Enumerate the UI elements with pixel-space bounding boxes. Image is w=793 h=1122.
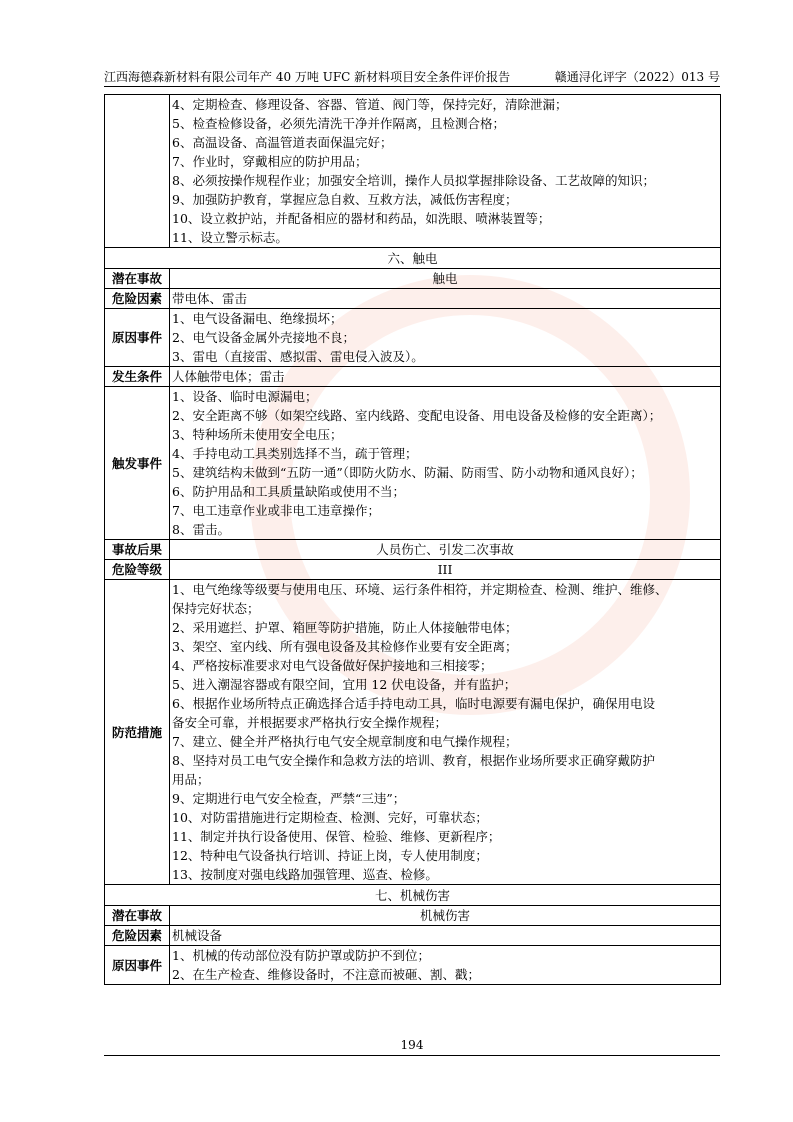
- trigger-events-cell: [170, 387, 721, 540]
- section-title: 七、机械伤害: [105, 885, 721, 906]
- list-item: 7、作业时，穿戴相应的防护用品；: [172, 154, 368, 169]
- list-item: 2、电气设备金属外壳接地不良；: [172, 330, 355, 345]
- table-row: [105, 906, 721, 926]
- table-row: [105, 269, 721, 289]
- list-item: 7、电工违章作业或非电工违章操作；: [172, 503, 380, 518]
- page-footer: [104, 1035, 720, 1056]
- list-item: 5、检查检修设备，必须先清洗干净并作隔离，且检测合格；: [172, 116, 505, 131]
- list-item: 10、对防雷措施进行定期检查、检测、完好，可靠状态；: [172, 810, 488, 825]
- list-item: 6、根据作业场所特点正确选择合适手持电动工具，临时电源要有漏电保护，确保用电设: [172, 696, 655, 711]
- list-item: 1、机械的传动部位没有防护罩或防护不到位；: [172, 948, 430, 963]
- list-item: 7、建立、健全并严格执行电气安全规章制度和电气操作规程；: [172, 734, 518, 749]
- row-label: 发生条件: [105, 367, 170, 387]
- row-label: 危险因素: [105, 289, 170, 309]
- list-item: 2、安全距离不够（如架空线路、室内线路、变配电设备、用电设备及检修的安全距离）；: [172, 408, 662, 423]
- list-item: 用品；: [172, 772, 210, 787]
- row-label: 潜在事故: [105, 906, 170, 926]
- row-label: 事故后果: [105, 540, 170, 560]
- list-item: 3、特种场所未使用安全电压；: [172, 427, 343, 442]
- preventive-measures-cell: [170, 580, 721, 885]
- row-label: 危险因素: [105, 926, 170, 946]
- hazard-factor-value: 带电体、雷击: [170, 289, 721, 309]
- list-item: 12、特种电气设备执行培训、持证上岗，专人使用制度；: [172, 848, 488, 863]
- list-item: 4、严格按标准要求对电气设备做好保护接地和三相接零；: [172, 658, 493, 673]
- table-row: [105, 540, 721, 560]
- list-item: 11、制定并执行设备使用、保管、检验、维修、更新程序；: [172, 829, 501, 844]
- potential-accident-value: 触电: [170, 269, 721, 289]
- potential-accident-value: 机械伤害: [170, 906, 721, 926]
- list-item: 3、雷电（直接雷、感拟雷、雷电侵入波及）。: [172, 349, 424, 364]
- list-item: 9、加强防护教育，掌握应急自救、互救方法，减低伤害程度；: [172, 192, 518, 207]
- table-row: [105, 560, 721, 580]
- list-item: 5、进入潮湿容器或有限空间，宜用 12 伏电设备，并有监护；: [172, 677, 517, 692]
- list-item: 2、在生产检查、维修设备时，不注意而被砸、割、戳；: [172, 967, 480, 982]
- table-row: [105, 367, 721, 387]
- table-row: [105, 289, 721, 309]
- cause-events-cell: [170, 309, 721, 367]
- list-item: 2、采用遮拦、护罩、箱匣等防护措施，防止人体接触带电体；: [172, 620, 518, 635]
- list-item: 保持完好状态；: [172, 601, 260, 616]
- list-item: 3、架空、室内线、所有强电设备及其检修作业要有安全距离；: [172, 639, 518, 654]
- list-item: 1、电气设备漏电、绝缘损坏；: [172, 311, 343, 326]
- table-row: [105, 926, 721, 946]
- row-label: 防范措施: [105, 580, 170, 885]
- table-row: [105, 95, 721, 248]
- page-number: 194: [400, 1038, 424, 1052]
- condition-value: 人体触带电体；雷击: [170, 367, 721, 387]
- list-item: 13、按制度对强电线路加强管理、巡查、检修。: [172, 867, 438, 882]
- list-item: 4、定期检查、修理设备、容器、管道、阀门等，保持完好，清除泄漏；: [172, 97, 568, 112]
- list-item: 10、设立救护站，并配备相应的器材和药品，如洗眼、喷淋装置等；: [172, 211, 551, 226]
- header-report-title: 江西海德森新材料有限公司年产 40 万吨 UFC 新材料项目安全条件评价报告: [104, 70, 511, 84]
- header-report-number: 赣通浔化评字（2022）013 号: [554, 70, 720, 84]
- table-row: [105, 387, 721, 540]
- table-row: [105, 248, 721, 269]
- table-row: [105, 580, 721, 885]
- list-item: 1、设备、临时电源漏电；: [172, 389, 318, 404]
- list-item: 6、防护用品和工具质量缺陷或使用不当；: [172, 484, 405, 499]
- consequence-value: 人员伤亡、引发二次事故: [170, 540, 721, 560]
- list-item: 8、必须按操作规程作业；加强安全培训，操作人员拟掌握排除设备、工艺故障的知识；: [172, 173, 655, 188]
- row-label: 危险等级: [105, 560, 170, 580]
- cause-events-cell: [170, 946, 721, 985]
- list-item: 11、设立警示标志。: [172, 230, 288, 245]
- table-row: [105, 946, 721, 985]
- risk-level-value: III: [170, 560, 721, 580]
- page-header: [104, 68, 720, 87]
- hazard-factor-value: 机械设备: [170, 926, 721, 946]
- row-label: 原因事件: [105, 309, 170, 367]
- list-item: 6、高温设备、高温管道表面保温完好；: [172, 135, 393, 150]
- list-item: 4、手持电动工具类别选择不当，疏于管理；: [172, 446, 418, 461]
- list-item: 8、雷击。: [172, 522, 230, 537]
- table-row: [105, 885, 721, 906]
- list-item: 备安全可靠，并根据要求严格执行安全操作规程；: [172, 715, 448, 730]
- hazard-analysis-table: [104, 94, 721, 985]
- row-label: 潜在事故: [105, 269, 170, 289]
- table-row: [105, 309, 721, 367]
- row-label: 触发事件: [105, 387, 170, 540]
- list-item: 1、电气绝缘等级要与使用电压、环境、运行条件相符，并定期检查、检测、维护、维修、: [172, 582, 668, 597]
- list-item: 5、建筑结构未做到“五防一通”（即防火防水、防漏、防雨雪、防小动物和通风良好）；: [172, 465, 643, 480]
- row-label: 原因事件: [105, 946, 170, 985]
- list-item: 8、坚持对员工电气安全操作和急救方法的培训、教育，根据作业场所要求正确穿戴防护: [172, 753, 655, 768]
- continued-measures-cell: [170, 95, 721, 248]
- section-title: 六、触电: [105, 248, 721, 269]
- list-item: 9、定期进行电气安全检查，严禁“三违”；: [172, 791, 406, 806]
